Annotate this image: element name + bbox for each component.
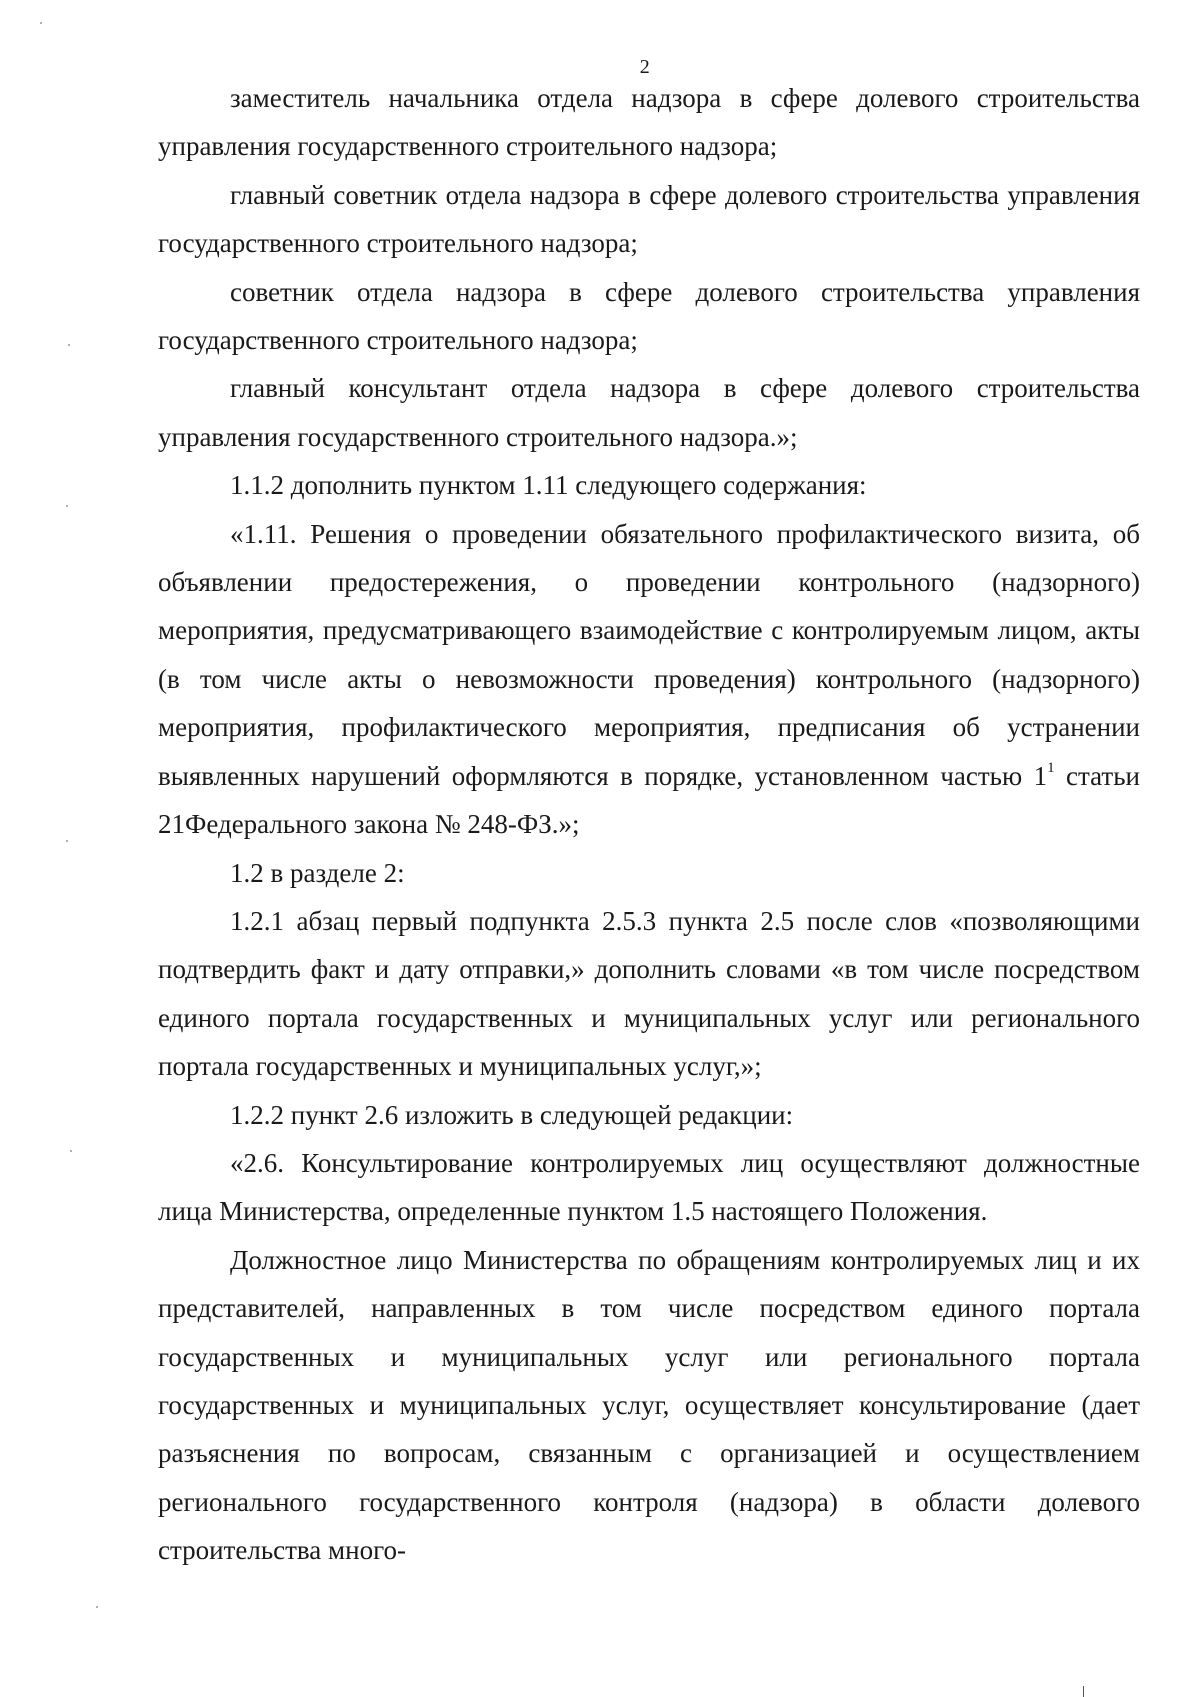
scan-speck: [96, 1606, 98, 1608]
paragraph-chief-advisor: главный советник отдела надзора в сфере долевого строительства управления государственного строительного надзора;: [158, 179, 1140, 259]
scan-speck: [40, 22, 42, 24]
paragraph-1-11-tail: статьи 21Федерального закона № 248-ФЗ.»;: [158, 760, 1140, 840]
paragraph-1-2-1: 1.2.1 абзац первый подпункта 2.5.3 пункта 2.5 после слов «позволяющими подтвердить факт и дату отправки,» дополнить словами «в том числе посредством единого портала государственных и муниципальных услуг или регионального портала государственных и муниципальных услуг,»;: [158, 905, 1140, 1082]
paragraph-advisor: советник отдела надзора в сфере долевого строительства управления государственного строительного надзора;: [158, 276, 1140, 356]
document-body: [158, 74, 1140, 1575]
page-number: 2: [639, 56, 651, 78]
paragraph-1-11-main: «1.11. Решения о проведении обязательного профилактического визита, об объявлении предостережения, о проведении контрольного (надзорного) мероприятия, предусматривающего взаимодействие с контролируемым лицом, акты (в том числе акты о невозможности проведения) контрольного (надзорного) мероприятия, профилактического мероприятия, предписания об устранении выявленных нарушений оформляются в порядке, установленном частью 1: [158, 518, 1140, 791]
superscript-part-number: 1: [1047, 759, 1055, 776]
paragraph-official-consulting: Должностное лицо Министерства по обращениям контролируемых лиц и их представителей, направленных в том числе посредством единого портала государственных и муниципальных услуг или регионального портала государственных и муниципальных услуг, осуществляет консультирование (дает разъяснения по вопросам, связанным с организацией и осуществлением регионального государственного контроля (надзора) в области долевого строительства много-: [158, 1244, 1140, 1566]
scan-speck: [70, 1150, 72, 1152]
paragraph-1-2: 1.2 в разделе 2:: [230, 857, 405, 888]
paragraph-1-11: [158, 510, 1140, 849]
scan-speck: [68, 344, 70, 346]
scan-speck: [66, 840, 68, 842]
paragraph-deputy-head: заместитель начальника отдела надзора в сфере долевого строительства управления государственного строительного надзора;: [158, 83, 1140, 162]
paragraph-chief-consultant: главный консультант отдела надзора в сфере долевого строительства управления государственного строительного надзора.»;: [158, 373, 1140, 452]
paragraph-1-2-2: 1.2.2 пункт 2.6 изложить в следующей редакции:: [230, 1099, 794, 1130]
scan-speck: [66, 505, 68, 507]
scan-mark: [1083, 1686, 1084, 1697]
paragraph-1-1-2: 1.1.2 дополнить пунктом 1.11 следующего содержания:: [230, 470, 867, 501]
paragraph-2-6: «2.6. Консультирование контролируемых лиц осуществляют должностные лица Министерства, определенные пунктом 1.5 настоящего Положения.: [158, 1147, 1140, 1227]
